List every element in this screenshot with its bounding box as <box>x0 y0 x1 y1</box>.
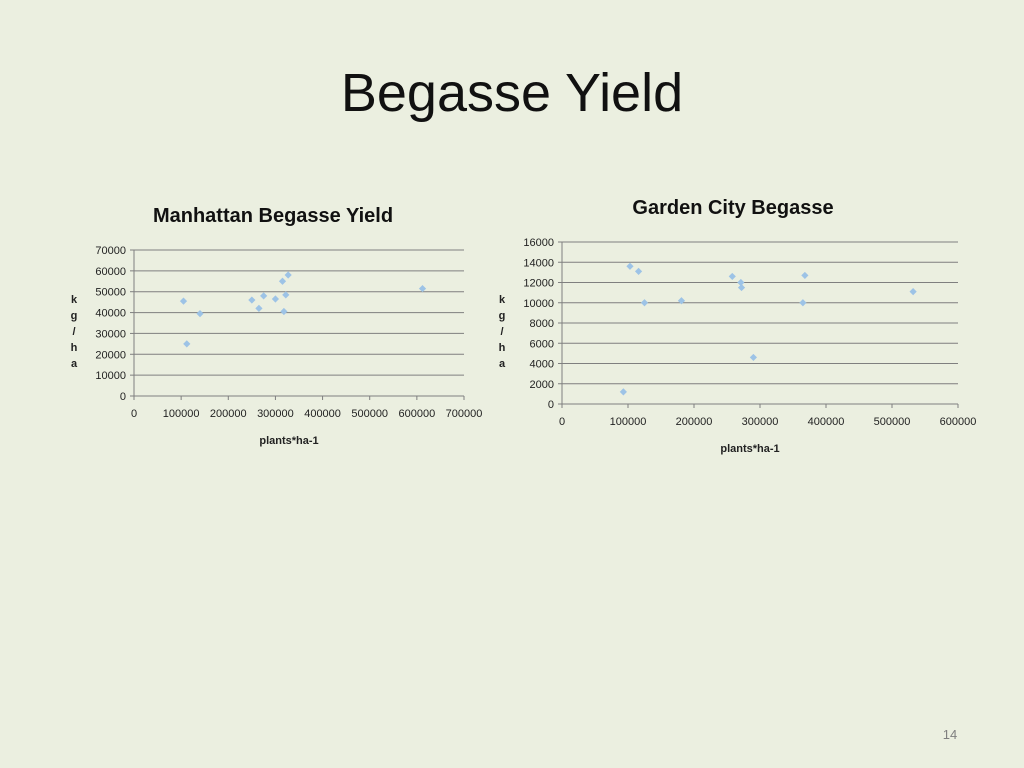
data-point <box>729 273 736 280</box>
y-tick-label: 20000 <box>95 349 126 362</box>
data-point <box>285 271 292 278</box>
y-axis-label-char: g <box>498 310 506 322</box>
x-axis-label: plants*ha-1 <box>720 443 780 455</box>
y-axis-label <box>71 294 78 370</box>
slide-title: Begasse Yield <box>340 63 684 123</box>
data-point <box>620 388 627 395</box>
data-point <box>641 299 648 306</box>
y-tick-label: 30000 <box>95 328 126 341</box>
data-point <box>750 354 757 361</box>
x-tick-label: 500000 <box>351 408 389 420</box>
data-point <box>626 263 633 270</box>
data-point <box>801 272 808 279</box>
y-tick-label: 0 <box>547 399 554 411</box>
data-point <box>180 298 187 305</box>
y-tick-label: 16000 <box>523 237 554 249</box>
y-tick-label: 12000 <box>523 277 554 290</box>
y-tick-label: 40000 <box>95 307 126 320</box>
x-tick-label: 200000 <box>675 416 713 428</box>
x-tick-label: 400000 <box>807 416 845 428</box>
data-point <box>799 299 806 306</box>
y-axis-label-char: g <box>70 310 78 322</box>
x-tick-label: 600000 <box>398 408 436 420</box>
y-tick-label: 8000 <box>529 318 554 330</box>
x-tick-label: 0 <box>558 416 566 428</box>
data-point <box>183 340 190 347</box>
y-tick-label: 50000 <box>95 286 126 299</box>
data-point <box>272 295 279 302</box>
x-tick-label: 600000 <box>939 416 977 428</box>
y-tick-label: 2000 <box>529 378 554 391</box>
y-axis-label-char: k <box>498 294 506 306</box>
x-tick-label: 100000 <box>162 408 200 420</box>
y-tick-label: 10000 <box>95 370 126 383</box>
data-point <box>282 291 289 298</box>
y-tick-label: 10000 <box>523 297 554 310</box>
data-point <box>255 305 262 312</box>
y-axis-label-char: k <box>70 294 78 306</box>
x-tick-label: 300000 <box>741 416 779 428</box>
x-tick-label: 200000 <box>209 408 247 420</box>
chart-title: Manhattan Begasse Yield <box>152 205 394 227</box>
data-point <box>279 278 286 285</box>
page-number: 14 <box>942 727 958 742</box>
x-tick-label: 700000 <box>445 408 483 420</box>
data-point <box>738 284 745 291</box>
x-tick-label: 0 <box>130 408 138 420</box>
y-axis-label-char: h <box>498 342 506 354</box>
x-axis-label: plants*ha-1 <box>259 435 319 447</box>
y-tick-label: 70000 <box>95 245 126 257</box>
data-point <box>248 296 255 303</box>
chart-title: Garden City Begasse <box>632 197 834 219</box>
y-axis-label-char: h <box>70 342 78 354</box>
y-axis-label-char: / <box>72 326 76 338</box>
x-tick-label: 400000 <box>304 408 341 420</box>
y-tick-label: 14000 <box>523 257 554 270</box>
x-tick-label: 300000 <box>257 408 294 420</box>
y-axis-label <box>499 294 506 370</box>
data-point <box>196 310 203 317</box>
y-tick-label: 4000 <box>529 358 554 371</box>
y-tick-label: 60000 <box>95 265 126 278</box>
data-point <box>910 288 917 295</box>
y-tick-label: 0 <box>119 391 126 403</box>
y-axis-label-char: a <box>70 358 78 370</box>
x-tick-label: 500000 <box>873 416 911 428</box>
y-tick-label: 6000 <box>529 338 554 351</box>
y-axis-label-char: / <box>500 326 504 338</box>
x-tick-label: 100000 <box>609 416 647 428</box>
data-point <box>280 308 287 315</box>
data-point <box>419 285 426 292</box>
data-point <box>260 292 267 299</box>
data-point <box>635 268 642 275</box>
y-axis-label-char: a <box>498 358 506 370</box>
